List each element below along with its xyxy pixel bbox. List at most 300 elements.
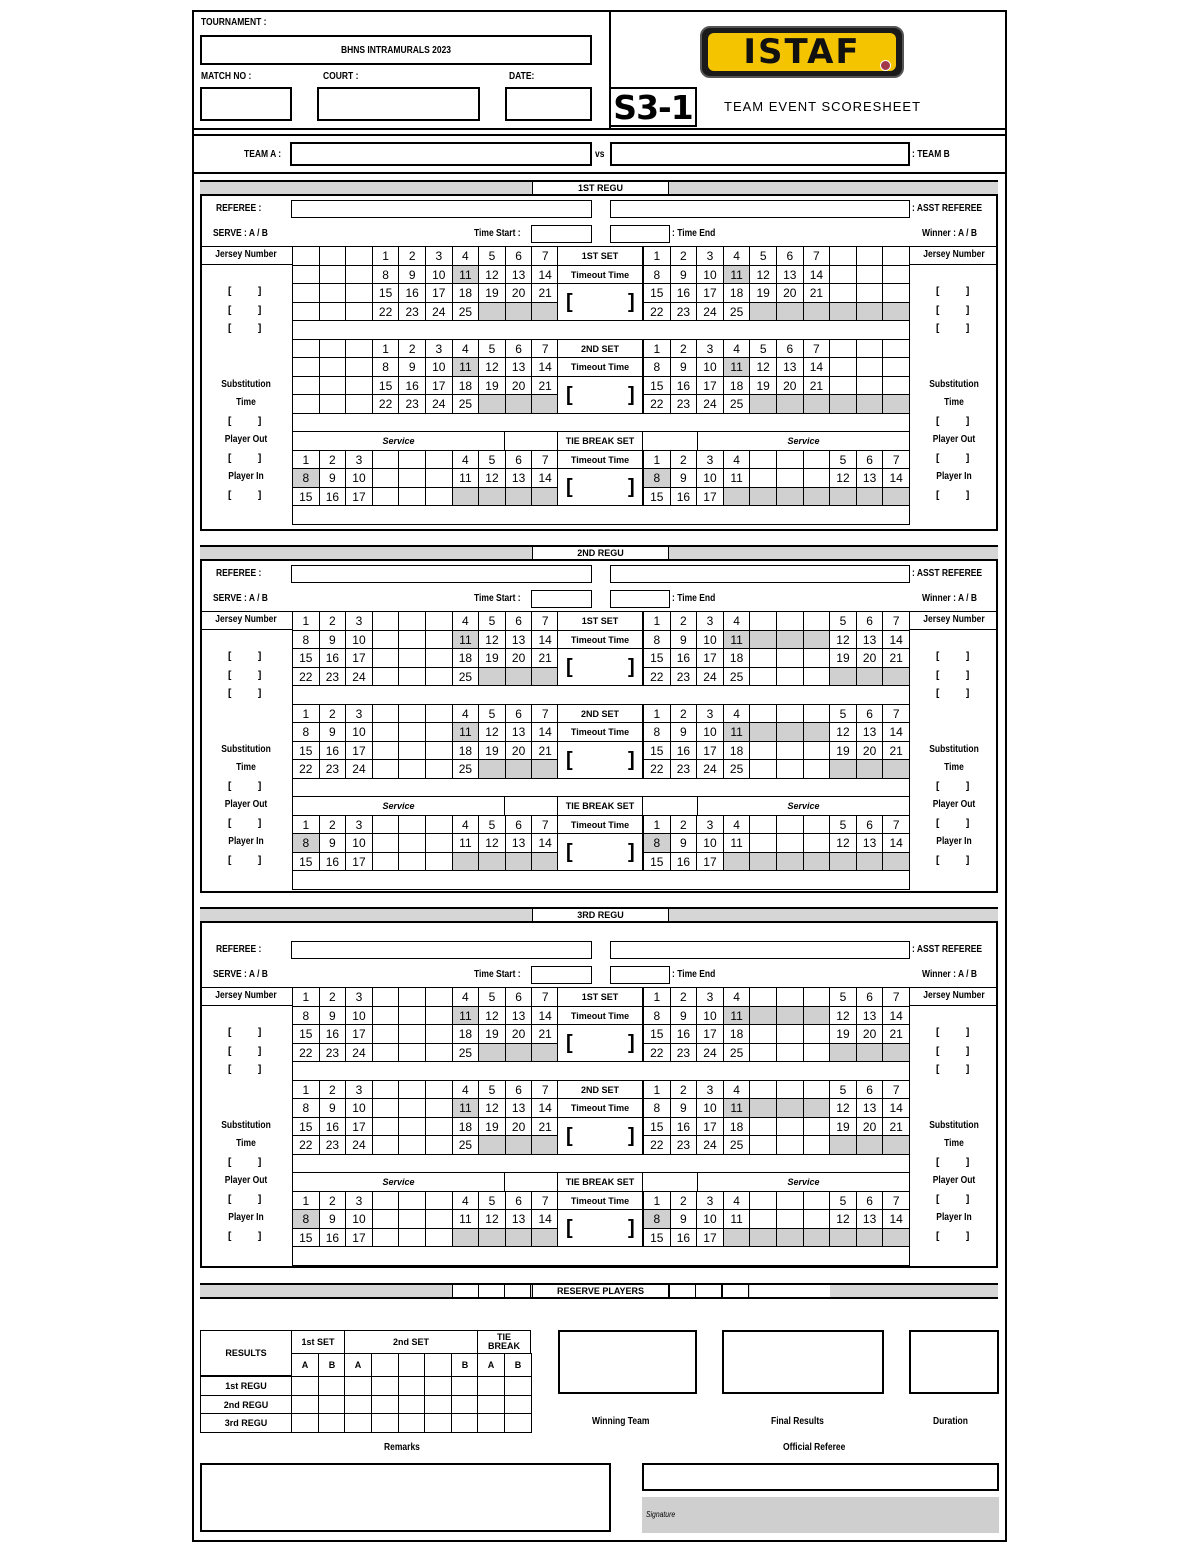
regu-2-tiebreak-a-cell[interactable]: 17 xyxy=(345,852,373,872)
regu-3-tiebreak-b-cell[interactable]: 10 xyxy=(696,1209,724,1229)
results-cell[interactable] xyxy=(451,1413,479,1433)
regu-3-tiebreak-a-cell[interactable] xyxy=(372,1191,400,1211)
regu-1-tiebreak-a-cell[interactable]: 17 xyxy=(345,487,373,507)
regu-1-set2-a-cell[interactable] xyxy=(319,357,347,377)
regu-3-set1-a-cell[interactable]: 21 xyxy=(531,1024,559,1044)
regu-3-set1-a-cell[interactable] xyxy=(478,1043,506,1063)
regu-1-tiebreak-a-cell[interactable]: 15 xyxy=(292,487,320,507)
regu-1-set2-b-cell[interactable]: 24 xyxy=(696,394,724,414)
regu-3-tiebreak-b-cell[interactable] xyxy=(776,1209,804,1229)
regu-3-tiebreak-b-cell[interactable] xyxy=(749,1191,777,1211)
regu-3-set1-b-cell[interactable]: 12 xyxy=(829,1006,857,1026)
regu-2-set2-b-cell[interactable]: 24 xyxy=(696,759,724,779)
regu-1-time-start-field[interactable] xyxy=(531,225,592,243)
regu-1-set1-a-cell[interactable]: 18 xyxy=(452,283,480,303)
regu-3-tiebreak-b-cell[interactable] xyxy=(829,1228,857,1248)
regu-3-set2-b-cell[interactable]: 19 xyxy=(829,1117,857,1137)
regu-2-set1-a-cell[interactable]: 18 xyxy=(452,648,480,668)
regu-2-set2-b-cell[interactable] xyxy=(856,759,884,779)
regu-3-set1-a-cell[interactable] xyxy=(372,1024,400,1044)
regu-3-set2-a-cell[interactable] xyxy=(425,1135,453,1155)
regu-3-set2-b-cell[interactable]: 14 xyxy=(882,1098,910,1118)
regu-3-tiebreak-a-cell[interactable]: 16 xyxy=(319,1228,347,1248)
regu-1-set2-a-cell[interactable]: 22 xyxy=(372,394,400,414)
regu-1-set1-b-cell[interactable]: 15 xyxy=(643,283,671,303)
regu-1-tiebreak-b-cell[interactable] xyxy=(803,487,831,507)
regu-2-tiebreak-b-cell[interactable]: 12 xyxy=(829,833,857,853)
regu-2-set2-b-cell[interactable]: 10 xyxy=(696,722,724,742)
regu-1-set1-a-cell[interactable] xyxy=(292,302,320,322)
results-cell[interactable] xyxy=(451,1395,479,1415)
regu-3-set1-b-cell[interactable]: 24 xyxy=(696,1043,724,1063)
regu-1-set2-a-cell[interactable]: 11 xyxy=(452,357,480,377)
regu-2-tiebreak-b-cell[interactable]: 10 xyxy=(696,833,724,853)
regu-2-tiebreak-a-cell[interactable]: 7 xyxy=(531,815,559,835)
regu-3-tiebreak-a-cell[interactable] xyxy=(372,1209,400,1229)
regu-3-set2-a-cell[interactable]: 12 xyxy=(478,1098,506,1118)
regu-2-tiebreak-b-cell[interactable] xyxy=(749,833,777,853)
regu-3-set1-a-cell[interactable]: 10 xyxy=(345,1006,373,1026)
regu-1-tiebreak-b-cell[interactable]: 10 xyxy=(696,468,724,488)
regu-3-set2-a-cell[interactable]: 23 xyxy=(319,1135,347,1155)
regu-1-tiebreak-a-cell[interactable] xyxy=(372,487,400,507)
regu-3-set2-b-cell[interactable]: 6 xyxy=(856,1080,884,1100)
regu-2-set2-a-cell[interactable] xyxy=(478,759,506,779)
regu-1-tiebreak-a-cell[interactable]: 8 xyxy=(292,468,320,488)
regu-1-set2-b-cell[interactable]: 1 xyxy=(643,339,671,359)
regu-1-tiebreak-a-cell[interactable]: 5 xyxy=(478,450,506,470)
regu-3-tiebreak-b-cell[interactable]: 8 xyxy=(643,1209,671,1229)
final-results-box[interactable] xyxy=(722,1330,884,1394)
regu-2-set2-a-cell[interactable] xyxy=(425,722,453,742)
regu-2-set1-b-cell[interactable] xyxy=(749,630,777,650)
regu-3-tiebreak-a-cell[interactable]: 11 xyxy=(452,1209,480,1229)
regu-1-set1-a-cell[interactable]: 12 xyxy=(478,265,506,285)
regu-1-set1-a-cell[interactable] xyxy=(345,265,373,285)
regu-2-set2-b-cell[interactable]: 12 xyxy=(829,722,857,742)
regu-1-set2-a-cell[interactable] xyxy=(345,339,373,359)
regu-3-set2-a-cell[interactable]: 2 xyxy=(319,1080,347,1100)
regu-3-set1-b-cell[interactable] xyxy=(829,1043,857,1063)
regu-3-set2-a-cell[interactable]: 7 xyxy=(531,1080,559,1100)
regu-3-tiebreak-b-cell[interactable]: 9 xyxy=(670,1209,698,1229)
regu-3-set1-a-cell[interactable]: 11 xyxy=(452,1006,480,1026)
regu-1-set1-b-cell[interactable] xyxy=(882,302,910,322)
regu-3-set2-b-cell[interactable] xyxy=(776,1098,804,1118)
regu-2-tiebreak-a-cell[interactable] xyxy=(398,815,426,835)
regu-2-tiebreak-a-cell[interactable]: 11 xyxy=(452,833,480,853)
regu-2-set1-a-cell[interactable]: 25 xyxy=(452,667,480,687)
regu-2-tiebreak-timeout-field[interactable] xyxy=(557,833,643,871)
regu-3-set1-b-cell[interactable]: 16 xyxy=(670,1024,698,1044)
regu-1-set2-a-cell[interactable] xyxy=(345,394,373,414)
regu-3-tiebreak-a-cell[interactable]: 2 xyxy=(319,1191,347,1211)
regu-1-set2-b-cell[interactable]: 25 xyxy=(723,394,751,414)
regu-2-set2-a-cell[interactable] xyxy=(372,741,400,761)
regu-1-set1-a-cell[interactable]: 4 xyxy=(452,246,480,266)
regu-3-set1-b-cell[interactable] xyxy=(803,1024,831,1044)
regu-2-set1-a-cell[interactable]: 1 xyxy=(292,611,320,631)
regu-1-tiebreak-b-cell[interactable]: 7 xyxy=(882,450,910,470)
reserve-cell[interactable] xyxy=(504,1284,531,1298)
regu-2-set1-b-cell[interactable]: 14 xyxy=(882,630,910,650)
regu-1-set2-a-cell[interactable] xyxy=(478,394,506,414)
regu-2-set1-b-cell[interactable]: 12 xyxy=(829,630,857,650)
results-cell[interactable] xyxy=(424,1413,452,1433)
regu-2-set1-b-cell[interactable]: 7 xyxy=(882,611,910,631)
regu-2-tiebreak-b-cell[interactable]: 1 xyxy=(643,815,671,835)
regu-2-set2-a-cell[interactable]: 4 xyxy=(452,704,480,724)
regu-2-set1-a-cell[interactable]: 13 xyxy=(505,630,533,650)
regu-3-set2-b-cell[interactable] xyxy=(776,1080,804,1100)
regu-3-set1-b-cell[interactable] xyxy=(882,1043,910,1063)
regu-2-set2-b-cell[interactable]: 20 xyxy=(856,741,884,761)
regu-2-set1-a-cell[interactable] xyxy=(531,667,559,687)
regu-2-set1-b-cell[interactable]: 2 xyxy=(670,611,698,631)
regu-2-tiebreak-a-cell[interactable] xyxy=(398,833,426,853)
regu-2-tiebreak-b-cell[interactable]: 5 xyxy=(829,815,857,835)
regu-3-tiebreak-b-cell[interactable]: 11 xyxy=(723,1209,751,1229)
regu-2-set2-a-cell[interactable] xyxy=(398,704,426,724)
winning-team-box[interactable] xyxy=(558,1330,697,1394)
regu-1-set2-b-cell[interactable] xyxy=(856,394,884,414)
regu-2-set1-b-cell[interactable]: 5 xyxy=(829,611,857,631)
results-cell[interactable] xyxy=(344,1395,372,1415)
regu-1-set1-b-cell[interactable] xyxy=(829,283,857,303)
regu-1-set1-b-cell[interactable]: 8 xyxy=(643,265,671,285)
regu-2-set2-b-cell[interactable] xyxy=(749,722,777,742)
regu-3-set2-b-cell[interactable]: 18 xyxy=(723,1117,751,1137)
regu-2-set1-a-cell[interactable] xyxy=(478,667,506,687)
regu-2-set1-a-cell[interactable]: 16 xyxy=(319,648,347,668)
regu-2-set2-b-cell[interactable]: 4 xyxy=(723,704,751,724)
regu-3-set1-b-cell[interactable]: 20 xyxy=(856,1024,884,1044)
regu-2-tiebreak-b-cell[interactable]: 4 xyxy=(723,815,751,835)
regu-3-set2-a-cell[interactable]: 9 xyxy=(319,1098,347,1118)
regu-3-set2-timeout-field[interactable] xyxy=(557,1117,643,1155)
regu-1-set1-b-cell[interactable]: 19 xyxy=(749,283,777,303)
regu-2-set1-b-cell[interactable] xyxy=(776,648,804,668)
regu-2-referee-field[interactable] xyxy=(291,565,592,583)
regu-3-tiebreak-a-cell[interactable] xyxy=(398,1228,426,1248)
regu-3-set2-a-cell[interactable]: 24 xyxy=(345,1135,373,1155)
regu-1-tiebreak-b-cell[interactable] xyxy=(803,450,831,470)
regu-3-tiebreak-timeout-field[interactable] xyxy=(557,1209,643,1247)
reserve-cell[interactable] xyxy=(669,1284,696,1298)
regu-1-set1-b-cell[interactable] xyxy=(856,246,884,266)
duration-box[interactable] xyxy=(909,1330,999,1394)
regu-2-set2-b-cell[interactable] xyxy=(803,704,831,724)
regu-3-set2-a-cell[interactable] xyxy=(398,1080,426,1100)
regu-1-set2-b-cell[interactable]: 18 xyxy=(723,376,751,396)
regu-2-set2-b-cell[interactable] xyxy=(803,722,831,742)
regu-2-set2-b-cell[interactable]: 11 xyxy=(723,722,751,742)
regu-2-tiebreak-b-cell[interactable] xyxy=(776,852,804,872)
regu-3-tiebreak-b-cell[interactable]: 7 xyxy=(882,1191,910,1211)
regu-1-set1-b-cell[interactable]: 11 xyxy=(723,265,751,285)
regu-3-asst-referee-field[interactable] xyxy=(610,941,910,959)
results-cell[interactable] xyxy=(398,1413,426,1433)
regu-1-tiebreak-b-cell[interactable]: 14 xyxy=(882,468,910,488)
regu-1-set1-b-cell[interactable] xyxy=(856,302,884,322)
regu-3-set1-b-cell[interactable] xyxy=(856,1043,884,1063)
regu-2-set2-timeout-field[interactable] xyxy=(557,741,643,779)
regu-2-set1-a-cell[interactable]: 14 xyxy=(531,630,559,650)
regu-2-set2-a-cell[interactable] xyxy=(425,759,453,779)
regu-1-tiebreak-a-cell[interactable] xyxy=(372,468,400,488)
regu-3-set2-b-cell[interactable] xyxy=(803,1080,831,1100)
regu-3-set2-a-cell[interactable] xyxy=(398,1098,426,1118)
regu-2-tiebreak-b-cell[interactable]: 13 xyxy=(856,833,884,853)
regu-1-set2-a-cell[interactable] xyxy=(292,357,320,377)
regu-1-tiebreak-b-cell[interactable]: 13 xyxy=(856,468,884,488)
regu-3-set2-b-cell[interactable]: 24 xyxy=(696,1135,724,1155)
regu-3-set2-b-cell[interactable]: 11 xyxy=(723,1098,751,1118)
regu-1-set2-a-cell[interactable]: 3 xyxy=(425,339,453,359)
regu-2-set2-a-cell[interactable]: 23 xyxy=(319,759,347,779)
team-a-field[interactable] xyxy=(290,142,592,166)
regu-3-set1-b-cell[interactable] xyxy=(776,1006,804,1026)
regu-1-tiebreak-a-cell[interactable]: 3 xyxy=(345,450,373,470)
regu-2-tiebreak-a-cell[interactable] xyxy=(372,815,400,835)
regu-1-set2-b-cell[interactable]: 9 xyxy=(670,357,698,377)
regu-2-set2-b-cell[interactable] xyxy=(749,759,777,779)
regu-3-set1-b-cell[interactable]: 7 xyxy=(882,987,910,1007)
regu-1-set2-b-cell[interactable]: 13 xyxy=(776,357,804,377)
regu-2-tiebreak-b-cell[interactable]: 11 xyxy=(723,833,751,853)
regu-1-set2-a-cell[interactable] xyxy=(345,376,373,396)
results-cell[interactable] xyxy=(504,1376,532,1396)
regu-3-set2-a-cell[interactable]: 4 xyxy=(452,1080,480,1100)
regu-1-tiebreak-a-cell[interactable] xyxy=(398,468,426,488)
results-cell[interactable] xyxy=(344,1413,372,1433)
regu-1-set1-a-cell[interactable]: 10 xyxy=(425,265,453,285)
regu-3-set2-b-cell[interactable]: 1 xyxy=(643,1080,671,1100)
regu-1-set2-a-cell[interactable]: 20 xyxy=(505,376,533,396)
regu-3-set1-a-cell[interactable] xyxy=(398,1043,426,1063)
regu-2-tiebreak-a-cell[interactable]: 12 xyxy=(478,833,506,853)
regu-3-set1-a-cell[interactable] xyxy=(505,1043,533,1063)
regu-2-set2-a-cell[interactable]: 2 xyxy=(319,704,347,724)
regu-3-set2-a-cell[interactable]: 18 xyxy=(452,1117,480,1137)
regu-3-tiebreak-a-cell[interactable] xyxy=(398,1209,426,1229)
regu-1-set2-b-cell[interactable] xyxy=(882,376,910,396)
regu-1-tiebreak-b-cell[interactable] xyxy=(803,468,831,488)
regu-2-set2-b-cell[interactable]: 21 xyxy=(882,741,910,761)
regu-3-set2-a-cell[interactable]: 10 xyxy=(345,1098,373,1118)
regu-2-set2-b-cell[interactable]: 3 xyxy=(696,704,724,724)
regu-1-set2-b-cell[interactable] xyxy=(829,357,857,377)
regu-3-set2-a-cell[interactable]: 1 xyxy=(292,1080,320,1100)
regu-1-tiebreak-a-cell[interactable] xyxy=(425,468,453,488)
regu-2-tiebreak-a-cell[interactable]: 14 xyxy=(531,833,559,853)
regu-2-set2-a-cell[interactable]: 7 xyxy=(531,704,559,724)
regu-2-set2-b-cell[interactable] xyxy=(749,704,777,724)
regu-3-time-end-field[interactable] xyxy=(610,966,670,984)
regu-1-set2-b-cell[interactable]: 14 xyxy=(803,357,831,377)
regu-1-set1-a-cell[interactable]: 9 xyxy=(398,265,426,285)
results-cell[interactable] xyxy=(398,1395,426,1415)
date-field[interactable] xyxy=(505,87,592,121)
regu-2-set1-a-cell[interactable]: 15 xyxy=(292,648,320,668)
regu-2-tiebreak-a-cell[interactable]: 2 xyxy=(319,815,347,835)
regu-2-set1-a-cell[interactable] xyxy=(398,611,426,631)
regu-2-set2-b-cell[interactable]: 1 xyxy=(643,704,671,724)
regu-2-set2-b-cell[interactable]: 8 xyxy=(643,722,671,742)
regu-2-set1-a-cell[interactable]: 10 xyxy=(345,630,373,650)
regu-3-tiebreak-a-cell[interactable]: 7 xyxy=(531,1191,559,1211)
regu-3-tiebreak-a-cell[interactable] xyxy=(425,1228,453,1248)
regu-2-set2-a-cell[interactable]: 15 xyxy=(292,741,320,761)
regu-3-set2-b-cell[interactable]: 17 xyxy=(696,1117,724,1137)
regu-3-tiebreak-a-cell[interactable]: 13 xyxy=(505,1209,533,1229)
regu-3-tiebreak-b-cell[interactable]: 12 xyxy=(829,1209,857,1229)
regu-1-set1-a-cell[interactable]: 5 xyxy=(478,246,506,266)
results-cell[interactable] xyxy=(504,1395,532,1415)
regu-1-tiebreak-b-cell[interactable]: 2 xyxy=(670,450,698,470)
regu-1-tiebreak-a-cell[interactable]: 9 xyxy=(319,468,347,488)
regu-1-set1-a-cell[interactable]: 1 xyxy=(372,246,400,266)
regu-1-set2-b-cell[interactable] xyxy=(856,376,884,396)
regu-1-tiebreak-b-cell[interactable] xyxy=(829,487,857,507)
regu-3-tiebreak-b-cell[interactable]: 3 xyxy=(696,1191,724,1211)
regu-3-set2-b-cell[interactable]: 12 xyxy=(829,1098,857,1118)
regu-3-set1-a-cell[interactable]: 24 xyxy=(345,1043,373,1063)
regu-2-set2-b-cell[interactable] xyxy=(803,741,831,761)
regu-3-set2-b-cell[interactable] xyxy=(829,1135,857,1155)
regu-1-set2-a-cell[interactable]: 24 xyxy=(425,394,453,414)
regu-3-set2-b-cell[interactable] xyxy=(803,1098,831,1118)
regu-3-tiebreak-a-cell[interactable]: 4 xyxy=(452,1191,480,1211)
regu-3-set2-b-cell[interactable] xyxy=(882,1135,910,1155)
regu-3-set2-b-cell[interactable]: 2 xyxy=(670,1080,698,1100)
regu-3-set1-b-cell[interactable]: 2 xyxy=(670,987,698,1007)
regu-3-tiebreak-a-cell[interactable] xyxy=(398,1191,426,1211)
regu-1-set1-a-cell[interactable] xyxy=(345,246,373,266)
results-cell[interactable] xyxy=(318,1376,346,1396)
regu-3-time-start-field[interactable] xyxy=(531,966,592,984)
regu-2-tiebreak-a-cell[interactable]: 9 xyxy=(319,833,347,853)
regu-1-set2-b-cell[interactable]: 8 xyxy=(643,357,671,377)
regu-1-set2-a-cell[interactable]: 16 xyxy=(398,376,426,396)
reserve-cell[interactable] xyxy=(478,1284,505,1298)
regu-1-tiebreak-b-cell[interactable]: 16 xyxy=(670,487,698,507)
regu-2-set2-a-cell[interactable] xyxy=(425,704,453,724)
regu-1-tiebreak-a-cell[interactable]: 14 xyxy=(531,468,559,488)
regu-1-set2-b-cell[interactable] xyxy=(882,357,910,377)
regu-1-set2-a-cell[interactable]: 4 xyxy=(452,339,480,359)
regu-3-set1-a-cell[interactable]: 9 xyxy=(319,1006,347,1026)
regu-3-set2-a-cell[interactable]: 3 xyxy=(345,1080,373,1100)
regu-1-tiebreak-b-cell[interactable]: 12 xyxy=(829,468,857,488)
regu-3-set1-a-cell[interactable]: 3 xyxy=(345,987,373,1007)
regu-2-set1-a-cell[interactable] xyxy=(372,667,400,687)
regu-2-set1-b-cell[interactable] xyxy=(776,667,804,687)
regu-2-tiebreak-b-cell[interactable] xyxy=(723,852,751,872)
regu-1-set2-a-cell[interactable]: 17 xyxy=(425,376,453,396)
regu-2-set1-a-cell[interactable]: 8 xyxy=(292,630,320,650)
regu-2-tiebreak-b-cell[interactable]: 7 xyxy=(882,815,910,835)
regu-1-tiebreak-b-cell[interactable] xyxy=(776,450,804,470)
regu-3-set1-a-cell[interactable] xyxy=(372,987,400,1007)
regu-2-tiebreak-b-cell[interactable]: 2 xyxy=(670,815,698,835)
regu-1-set1-b-cell[interactable]: 5 xyxy=(749,246,777,266)
regu-2-set2-b-cell[interactable]: 25 xyxy=(723,759,751,779)
regu-1-tiebreak-b-cell[interactable]: 8 xyxy=(643,468,671,488)
regu-2-set1-b-cell[interactable]: 22 xyxy=(643,667,671,687)
regu-1-tiebreak-b-cell[interactable]: 15 xyxy=(643,487,671,507)
regu-1-set1-b-cell[interactable]: 3 xyxy=(696,246,724,266)
regu-2-set1-a-cell[interactable]: 2 xyxy=(319,611,347,631)
regu-3-set1-a-cell[interactable] xyxy=(425,987,453,1007)
regu-3-set2-b-cell[interactable]: 9 xyxy=(670,1098,698,1118)
regu-1-set1-a-cell[interactable] xyxy=(319,283,347,303)
regu-2-set1-a-cell[interactable] xyxy=(425,667,453,687)
regu-3-set2-a-cell[interactable] xyxy=(425,1080,453,1100)
regu-3-set1-a-cell[interactable]: 17 xyxy=(345,1024,373,1044)
regu-2-set2-b-cell[interactable] xyxy=(829,759,857,779)
regu-1-set1-b-cell[interactable]: 23 xyxy=(670,302,698,322)
regu-2-set1-a-cell[interactable] xyxy=(398,667,426,687)
regu-2-tiebreak-b-cell[interactable]: 14 xyxy=(882,833,910,853)
results-cell[interactable] xyxy=(477,1413,505,1433)
regu-1-tiebreak-a-cell[interactable]: 10 xyxy=(345,468,373,488)
regu-3-tiebreak-a-cell[interactable]: 17 xyxy=(345,1228,373,1248)
regu-2-set1-b-cell[interactable]: 4 xyxy=(723,611,751,631)
regu-3-set2-b-cell[interactable] xyxy=(749,1098,777,1118)
regu-1-set2-b-cell[interactable] xyxy=(829,394,857,414)
regu-3-set1-b-cell[interactable]: 5 xyxy=(829,987,857,1007)
regu-3-set1-a-cell[interactable] xyxy=(425,1043,453,1063)
regu-1-set1-a-cell[interactable]: 8 xyxy=(372,265,400,285)
regu-3-set2-b-cell[interactable]: 21 xyxy=(882,1117,910,1137)
regu-3-set1-b-cell[interactable] xyxy=(749,1043,777,1063)
results-cell[interactable] xyxy=(291,1395,319,1415)
results-cell[interactable] xyxy=(371,1395,399,1415)
regu-1-set2-b-cell[interactable]: 4 xyxy=(723,339,751,359)
regu-1-set1-a-cell[interactable] xyxy=(478,302,506,322)
regu-2-set1-a-cell[interactable]: 24 xyxy=(345,667,373,687)
regu-3-set1-a-cell[interactable]: 19 xyxy=(478,1024,506,1044)
regu-3-set1-timeout-field[interactable] xyxy=(557,1024,643,1062)
regu-2-set2-a-cell[interactable]: 24 xyxy=(345,759,373,779)
regu-2-set1-b-cell[interactable]: 25 xyxy=(723,667,751,687)
regu-1-set2-b-cell[interactable]: 5 xyxy=(749,339,777,359)
regu-3-tiebreak-b-cell[interactable] xyxy=(856,1228,884,1248)
regu-1-set1-timeout-field[interactable] xyxy=(557,283,643,321)
regu-3-set1-b-cell[interactable]: 25 xyxy=(723,1043,751,1063)
regu-1-set1-b-cell[interactable]: 16 xyxy=(670,283,698,303)
regu-3-tiebreak-b-cell[interactable]: 14 xyxy=(882,1209,910,1229)
regu-1-set2-b-cell[interactable] xyxy=(882,394,910,414)
regu-1-set2-a-cell[interactable]: 19 xyxy=(478,376,506,396)
regu-1-set2-b-cell[interactable] xyxy=(776,394,804,414)
regu-1-set2-b-cell[interactable] xyxy=(882,339,910,359)
regu-2-time-end-field[interactable] xyxy=(610,590,670,608)
regu-1-set2-b-cell[interactable]: 19 xyxy=(749,376,777,396)
regu-3-set2-b-cell[interactable] xyxy=(803,1135,831,1155)
regu-1-set2-b-cell[interactable] xyxy=(749,394,777,414)
regu-2-tiebreak-b-cell[interactable] xyxy=(749,815,777,835)
regu-1-set2-b-cell[interactable]: 15 xyxy=(643,376,671,396)
regu-1-tiebreak-b-cell[interactable] xyxy=(856,487,884,507)
regu-1-set1-a-cell[interactable] xyxy=(319,246,347,266)
regu-3-set2-b-cell[interactable] xyxy=(856,1135,884,1155)
regu-3-set2-b-cell[interactable]: 3 xyxy=(696,1080,724,1100)
match-no-field[interactable] xyxy=(200,87,292,121)
results-cell[interactable] xyxy=(344,1376,372,1396)
regu-1-set1-b-cell[interactable] xyxy=(856,283,884,303)
